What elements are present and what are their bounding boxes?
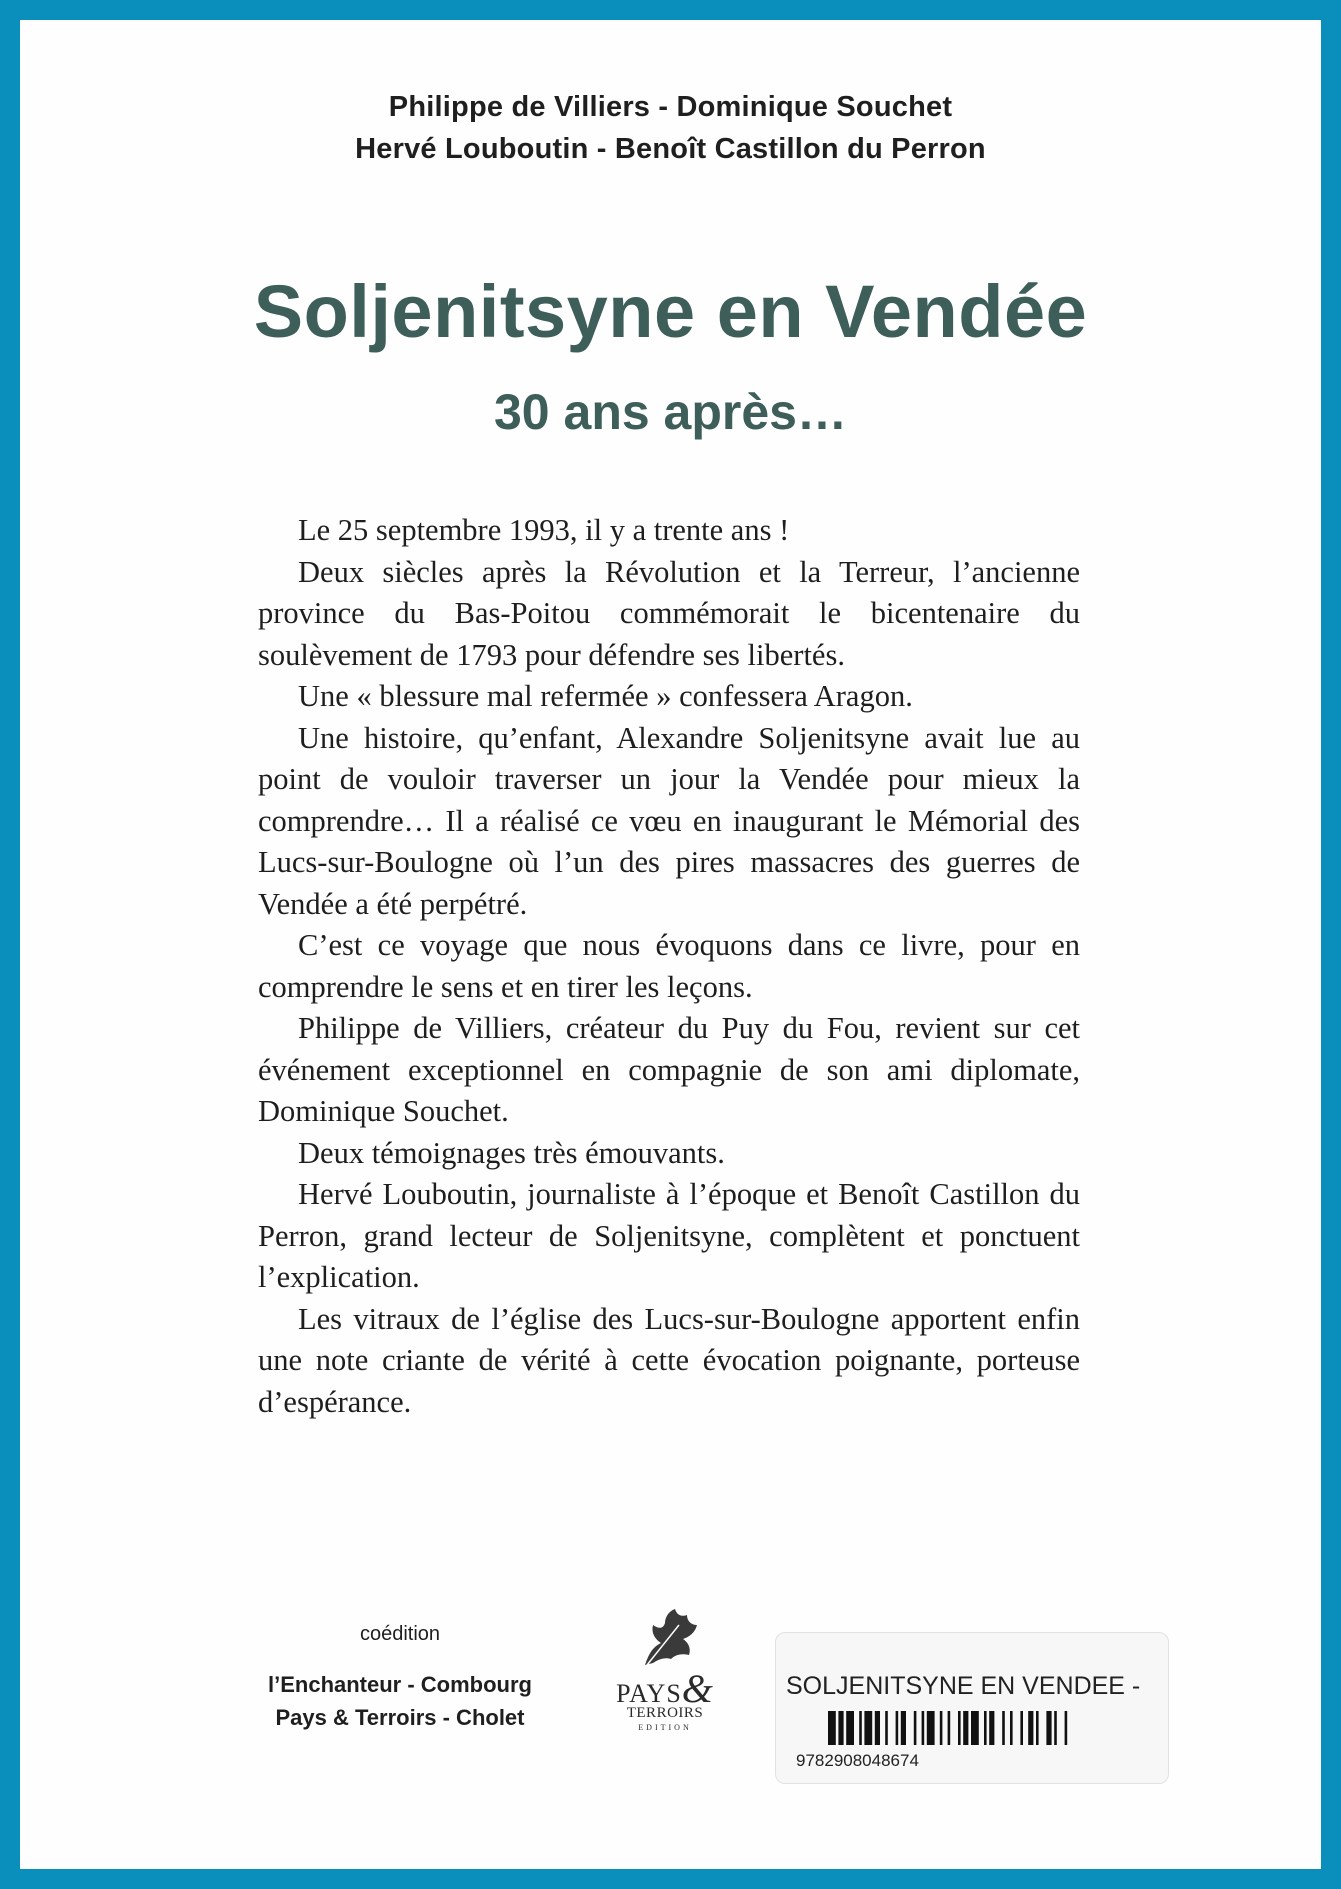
barcode-icon: [828, 1711, 1108, 1745]
pays-terroirs-logo: [590, 1603, 740, 1743]
publisher-1: l’Enchanteur - Combourg: [268, 1672, 532, 1697]
book-subtitle: 30 ans après…: [494, 384, 847, 440]
logo-word-edition: EDITION: [638, 1723, 692, 1732]
blurb-paragraph: Philippe de Villiers, créateur du Puy du Fou, revient sur cet événement exceptionnel en compagnie de son ami diplomate, Dominique Souchet.: [258, 1011, 1080, 1128]
blurb-paragraph: Les vitraux de l’église des Lucs-sur-Boulogne apportent enfin une note criante de vérité à cette évocation poignante, porteuse d’espérance.: [258, 1301, 1080, 1419]
blurb-paragraph: C’est ce voyage que nous évoquons dans ce livre, pour en comprendre le sens et en tirer les leçons.: [258, 928, 1080, 1004]
blurb-paragraph: Une « blessure mal refermée » confessera Aragon.: [298, 679, 913, 713]
sticker-title: SOLJENITSYNE EN VENDEE -: [786, 1672, 1141, 1700]
book-title: Soljenitsyne en Vendée: [253, 270, 1088, 353]
blurb-paragraph: Le 25 septembre 1993, il y a trente ans !: [298, 513, 790, 547]
sticker-isbn: 9782908048674: [796, 1751, 919, 1770]
coedition-label: coédition: [359, 1623, 441, 1645]
logo-word-terroirs: TERROIRS: [626, 1705, 704, 1721]
logo-wordmark: [590, 1666, 740, 1711]
logo-ampersand: &: [681, 1666, 714, 1711]
logo-word-pays: PAYS: [616, 1679, 682, 1708]
blurb-paragraph: Hervé Louboutin, journaliste à l’époque et Benoît Castillon du Perron, grand lecteur de Soljenitsyne, complètent et ponctuent l’explication.: [258, 1177, 1080, 1294]
blurb-paragraph: Une histoire, qu’enfant, Alexandre Soljenitsyne avait lue au point de vouloir traverser un jour la Vendée pour mieux la comprendre… Il a réalisé ce vœu en inaugurant le Mémorial des Lucs-sur-Boulogne où l’un des pires massacres des guerres de Vendée a été perpétré.: [258, 720, 1080, 921]
oak-leaf-icon: [635, 1603, 705, 1673]
price-sticker: [775, 1632, 1169, 1784]
authors-line-2: Hervé Louboutin - Benoît Castillon du Perron: [355, 133, 986, 165]
coedition-block: [250, 1620, 550, 1734]
blurb: [258, 510, 1080, 1423]
blurb-paragraph: Deux siècles après la Révolution et la Terreur, l’ancienne province du Bas-Poitou commémorait le bicentenaire du soulèvement de 1793 pour défendre ses libertés.: [258, 554, 1080, 672]
publisher-2: Pays & Terroirs - Cholet: [275, 1705, 525, 1730]
authors-line-1: Philippe de Villiers - Dominique Souchet: [388, 91, 953, 123]
blurb-paragraph: Deux témoignages très émouvants.: [298, 1135, 725, 1170]
authors: [0, 86, 1341, 170]
